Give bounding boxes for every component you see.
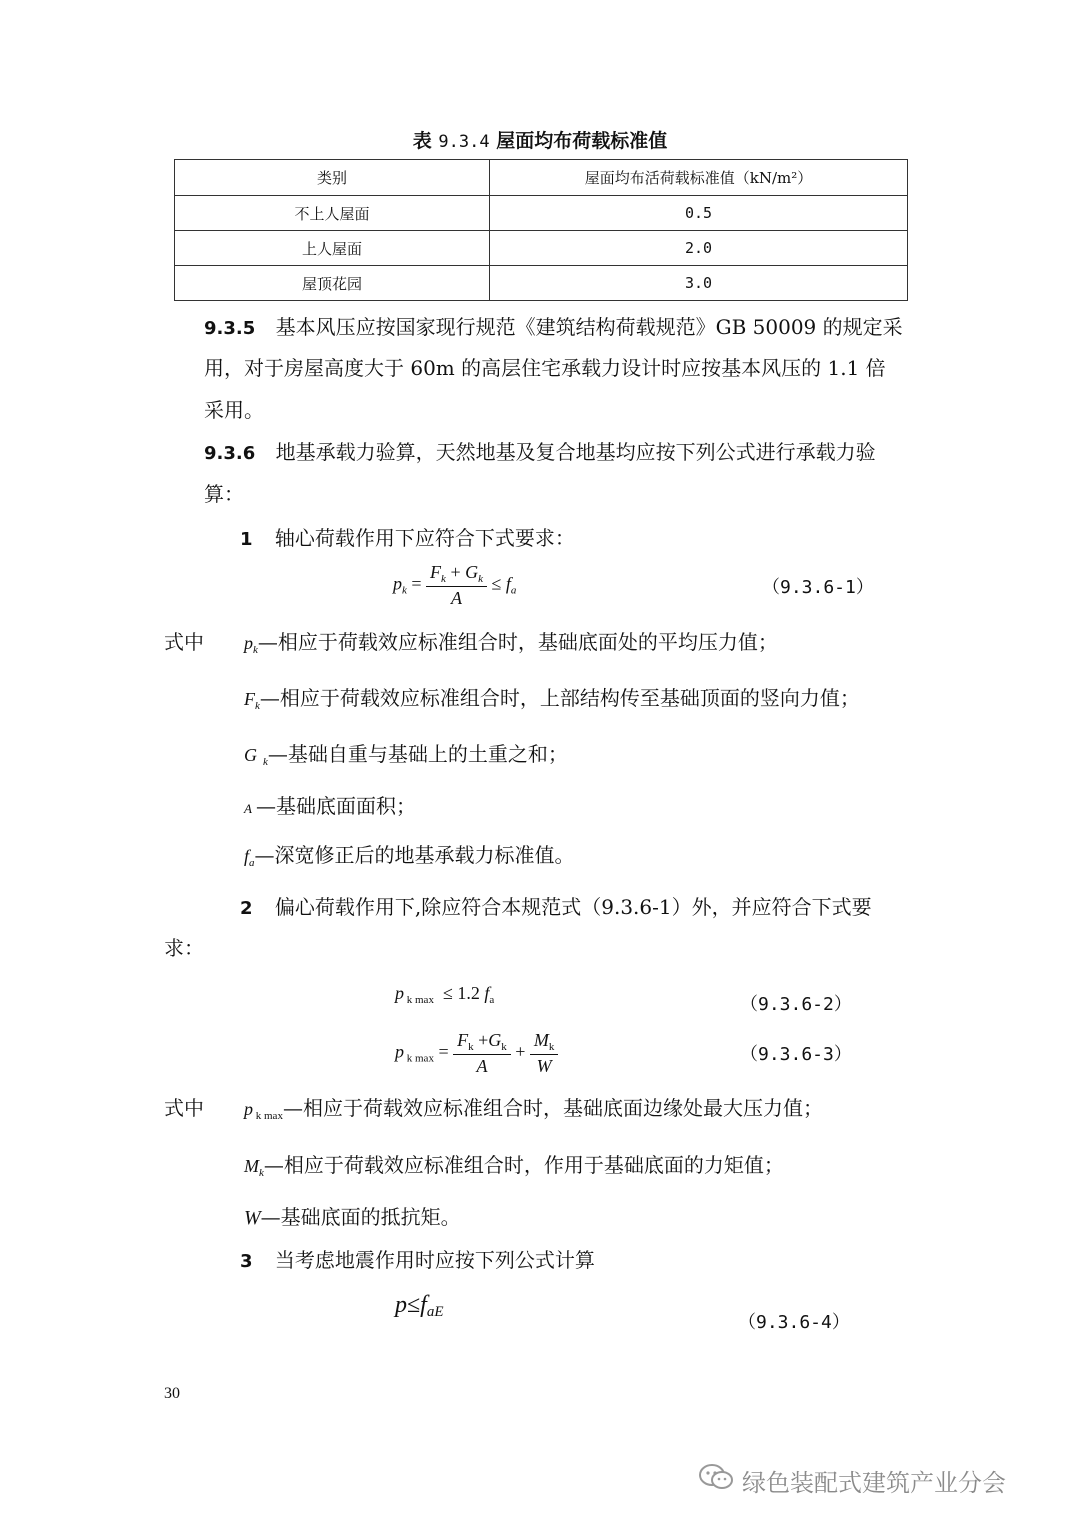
row-category: 不上人屋面 bbox=[175, 196, 490, 231]
paragraph-text: 基本风压应按国家现行规范《建筑结构荷载规范》GB 50009 的规定采 bbox=[275, 315, 903, 339]
equation-9-3-6-4: $p\le f_{aE}$ bbox=[395, 1292, 444, 1320]
equation-number: （9.3.6-1） bbox=[762, 577, 874, 598]
row-category: 屋顶花园 bbox=[175, 266, 490, 301]
caption-label: 表 bbox=[412, 130, 432, 152]
section-9-3-5-line2: 用，对于房屋高度大于 60m 的高层住宅承载力设计时应按基本风压的 1.1 倍 bbox=[204, 356, 886, 380]
table-header-row bbox=[175, 160, 908, 196]
row-value: 3.0 bbox=[490, 266, 908, 301]
section-9-3-5-line1 bbox=[204, 317, 903, 339]
item-2-line2: 求： bbox=[164, 936, 204, 960]
where-w: W—基础底面的抵抗矩。 bbox=[244, 1205, 461, 1229]
equation-9-3-6-1: $p_k$ = $\frac{F_k + G_k}{A}$ ≤ $f_a$ bbox=[393, 562, 517, 608]
equation-number: （9.3.6-3） bbox=[740, 1044, 852, 1065]
where-fa: $f_a—$深宽修正后的地基承载力标准值。 bbox=[244, 843, 575, 869]
equation-number: （9.3.6-2） bbox=[740, 994, 852, 1015]
item-1 bbox=[240, 528, 575, 550]
table-row bbox=[175, 266, 908, 301]
definition-text: —相应于荷载效应标准组合时，基础底面边缘处最大压力值； bbox=[282, 1096, 823, 1120]
where-label: 式中 bbox=[164, 1096, 204, 1120]
paragraph-text: 地基承载力验算，天然地基及复合地基均应按下列公式进行承载力验 bbox=[275, 440, 876, 464]
where-fk: $F_k—$相应于荷载效应标准组合时，上部结构传至基础顶面的竖向力值； bbox=[244, 686, 860, 712]
definition-text: —基础底面面积； bbox=[255, 794, 416, 818]
section-number: 9.3.5 bbox=[204, 318, 256, 339]
row-value: 2.0 bbox=[490, 231, 908, 266]
caption-title: 屋面均布荷载标准值 bbox=[496, 130, 668, 152]
header-category: 类别 bbox=[175, 160, 490, 196]
item-text: 当考虑地震作用时应按下列公式计算 bbox=[274, 1248, 595, 1272]
row-category: 上人屋面 bbox=[175, 231, 490, 266]
header-value: 屋面均布活荷载标准值（kN/m²） bbox=[490, 160, 908, 196]
section-9-3-6-line2: 算： bbox=[204, 482, 244, 506]
item-number: 1 bbox=[240, 529, 253, 550]
watermark-text: 绿色装配式建筑产业分会 bbox=[742, 1469, 1006, 1497]
page-number: 30 bbox=[164, 1385, 180, 1402]
definition-text: —基础底面的抵抗矩。 bbox=[260, 1205, 461, 1229]
table-row bbox=[175, 196, 908, 231]
equation-number: （9.3.6-4） bbox=[738, 1312, 850, 1333]
item-number: 3 bbox=[240, 1251, 253, 1272]
table-row bbox=[175, 231, 908, 266]
definition-text: —相应于荷载效应标准组合时，上部结构传至基础顶面的竖向力值； bbox=[259, 686, 860, 710]
where-pk: $p_k—$相应于荷载效应标准组合时，基础底面处的平均压力值； bbox=[244, 630, 778, 656]
definition-text: —基础自重与基础上的土重之和； bbox=[267, 742, 568, 766]
section-9-3-5-line3: 采用。 bbox=[204, 398, 264, 422]
where-pkmax: p $_{k max}$—相应于荷载效应标准组合时，基础底面边缘处最大压力值； bbox=[244, 1096, 823, 1122]
wechat-icon bbox=[698, 1463, 734, 1491]
row-value: 0.5 bbox=[490, 196, 908, 231]
where-a: A —基础底面面积； bbox=[244, 794, 416, 818]
section-number: 9.3.6 bbox=[204, 443, 256, 464]
where-gk: G $_k$—基础自重与基础上的土重之和； bbox=[244, 742, 568, 768]
table-caption bbox=[0, 126, 1080, 153]
definition-text: —相应于荷载效应标准组合时，基础底面处的平均压力值； bbox=[257, 630, 778, 654]
where-label: 式中 bbox=[164, 630, 204, 654]
equation-9-3-6-3: p $_{k max}$ = $\frac{F_k +G_k}{A}$ + $\frac{M_k}{W}$ bbox=[395, 1030, 558, 1077]
caption-number: 9.3.4 bbox=[438, 132, 490, 152]
item-text: 偏心荷载作用下,除应符合本规范式（9.3.6-1）外，并应符合下式要 bbox=[274, 895, 872, 919]
equation-9-3-6-2: p $_{k max}$ ≤ 1.2 $f_a$ bbox=[395, 983, 495, 1006]
item-number: 2 bbox=[240, 898, 253, 919]
where-mk: $M_k—$相应于荷载效应标准组合时，作用于基础底面的力矩值； bbox=[244, 1153, 784, 1179]
item-text: 轴心荷载作用下应符合下式要求： bbox=[274, 526, 575, 550]
roof-load-table bbox=[174, 159, 908, 301]
item-3 bbox=[240, 1250, 595, 1272]
definition-text: —相应于荷载效应标准组合时，作用于基础底面的力矩值； bbox=[263, 1153, 784, 1177]
item-2-line1 bbox=[240, 897, 872, 919]
section-9-3-6-line1 bbox=[204, 442, 876, 464]
definition-text: —深宽修正后的地基承载力标准值。 bbox=[254, 843, 575, 867]
